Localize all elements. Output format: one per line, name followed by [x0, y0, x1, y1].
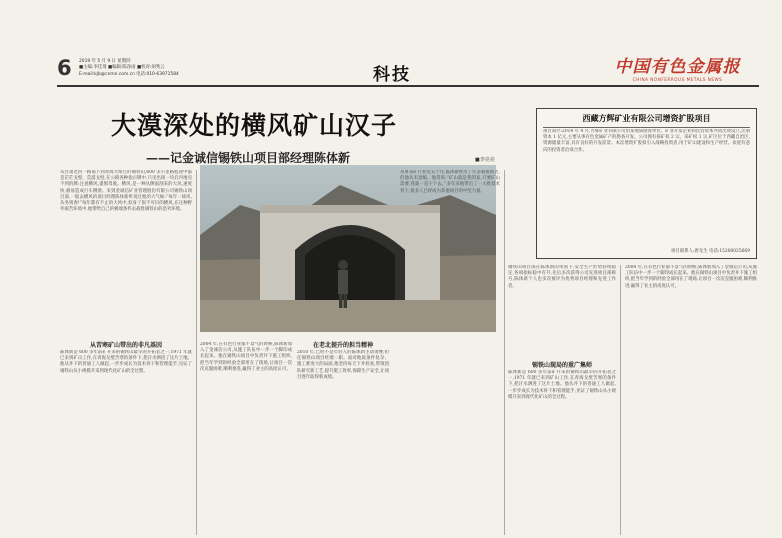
notice-contact: 项目联系人:唐先生 电话:15208025669 [671, 249, 750, 254]
newspaper-brand [600, 52, 755, 82]
subhead-3: 锡铁山现局的重广集师 [531, 362, 592, 369]
brand-name-en: CHINA NONFERROUS METALS NEWS [632, 77, 723, 82]
article-col-3: 2010 年,已经不是年轻人的陈体新主动请缨,担任锡铁山项目经理一职。面对地质条件复杂、施工难度大的局面,他坚持每天下井检查,带领团队研究新工艺,提升施工效率,保障生产安全,让项目逐年取得新成绩。 [297, 350, 389, 380]
column-divider [196, 170, 197, 535]
investment-notice-box [536, 108, 757, 259]
subhead-2: 在老北提升的担当精神 [312, 342, 373, 349]
issue-contact: E-mail:kjb@cnmn.com.cn 电话:010-63971584 [79, 71, 179, 77]
article-col-2: 2004 年,在有色行业都不景气的时候,陈体新加入了金诚信公司,从施工队伍中一步一个脚印成长起来。他在锡铁山项目中负责井下施工组织,把当年学到的经验全部用在了现场,让项目一次次克服困难,顺利推进,赢得了业主的高度认可。 [200, 342, 292, 372]
header-rule [57, 85, 759, 87]
article-col-5: 锡铁山项目部在陈体新的带领下,安全生产形势持续稳定,各项指标稳中有升,先后多次获得公司先进项目部称号,陈体新个人也多次被评为优秀项目经理和先进工作者。 [508, 265, 616, 289]
article-col-1: 陈体新是 600 多年前矿开采的锡铁山最早的开拓者之一,1971 年就已来到矿山工作,在青海戈壁苦寒的条件下,把汗水洒进了这片土地。他从井下的普通工人做起,一步步成长为技术骨干和管理能手,见证了锡铁山从小规模开采到现代化矿山的全过程。 [60, 350, 192, 374]
notice-divider [543, 127, 750, 128]
page-number: 6 [57, 56, 72, 80]
subhead-1: 从苦寒矿山带出的非凡基因 [89, 342, 162, 349]
page-header [0, 0, 782, 90]
issue-date: 2019 年 5 月 9 日 星期四 [79, 59, 131, 64]
notice-title: 西藏方辉矿业有限公司增资扩股项目 [582, 114, 711, 123]
article-col-6: 陈体新是 600 多年前矿开采的锡铁山最早的开拓者之一,1971 年就已来到矿山工作,在青海戈壁苦寒的条件下,把汗水洒进了这片土地。他从井下的普通工人做起,一步步成长为技术骨干和管理能手,见证了锡铁山从小规模开采到现代化矿山的全过程。 [508, 370, 616, 400]
article-col-4: 从事采矿行业近五十年,陈体新经历了许多艰难困苦,但他从未退缩。他常说:“矿山就是我的家,只要矿山需要,我就一直干下去。”多年来他带出了一大批技术骨干,很多人已经成为其他项目的中坚力量。 [400, 170, 500, 194]
article-subtitle: ——记金诚信锡铁山项目部经理陈体新 [146, 151, 351, 165]
notice-body: 项目简介:2014 年 4 月,方辉矿业有限公司由某地质勘查单位、矿业开发企业和民营资本共同出资设立,注册资本 1 亿元,主要从事有色金属矿产的勘查开发。公司拥有探矿权 2 宗、采矿权 1 宗,矿区位于西藏自治区,资源储量丰富,具有良好的开发前景。本次增资扩股拟引入战略投资者,用于矿山建设和生产经营。欢迎有意向的投资者洽谈合作。 [543, 129, 750, 153]
column-divider [504, 170, 505, 535]
brand-name: 中国有色金属报 [614, 57, 741, 77]
issue-meta [79, 59, 224, 78]
article-title: 大漠深处的横风矿山汉子 [111, 111, 398, 140]
article-intro: 从甘肃老河一路南下到青海大柴旦的锡铁山,600 多公里路程途中都是茫茫戈壁、荒漠戈壁,在公路各种指示牌中,只见出现一块启内地见不到的牌:注意横风,谨慎驾驶。横风,是一种从侧面刮来的大风,速度快,极易造成行车侧滑。来到金诚信矿业管理股份有限公司锡铁山项目部,一般去横风的项目经理陈体新听说过他的大气候:“每年一场风,从冬到春!”每年都有不止的大风中,似身了很不可扫的横风,在这种野外艰苦环境中,他带给自己的极端条件去战胜锡铁山的恶劣环境。 [60, 170, 192, 213]
issue-editors: ■主编:李佳琦 ■编辑:陈净雨 ■校对:胡秀云 [79, 65, 165, 71]
section-title: 科技 [373, 65, 411, 85]
column-divider [620, 265, 621, 535]
article-byline: ■李亮亮 [475, 157, 495, 163]
article-col-7: 2004 年,在有色行业都不景气的时候,陈体新加入了金诚信公司,从施工队伍中一步一个脚印成长起来。他在锡铁山项目中负责井下施工组织,把当年学到的经验全部用在了现场,让项目一次次克服困难,顺利推进,赢得了业主的高度认可。 [625, 265, 757, 289]
